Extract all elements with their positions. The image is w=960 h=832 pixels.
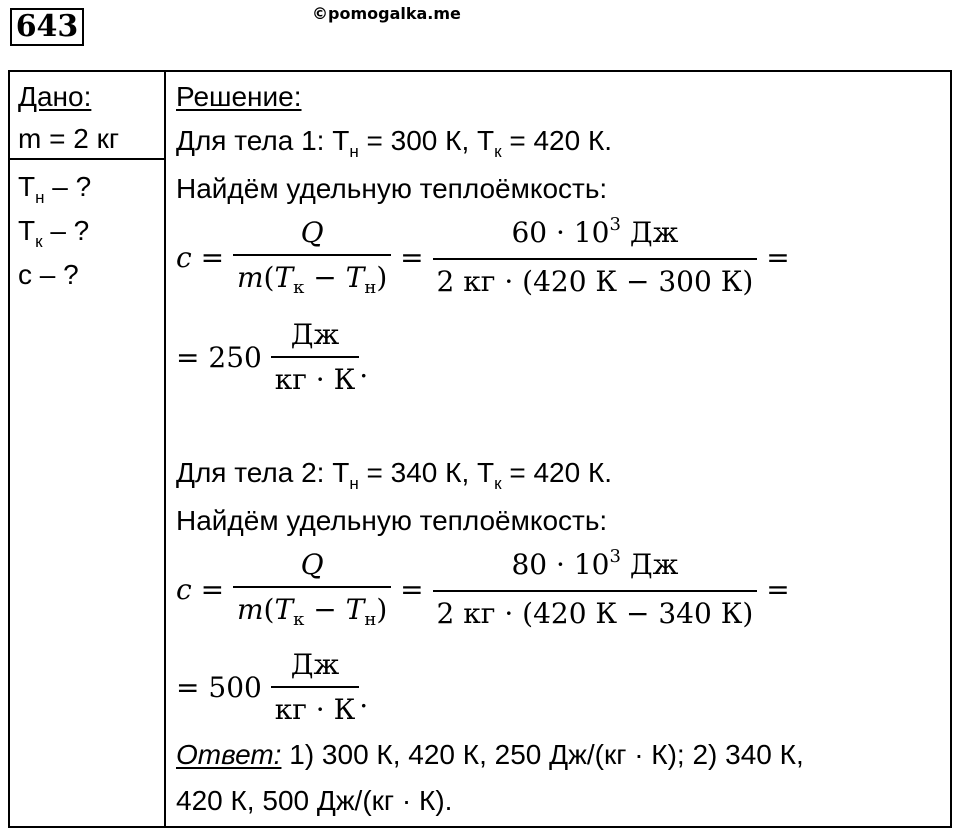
given-divider: [8, 158, 166, 160]
given-mass: m = 2 кг: [18, 123, 120, 154]
body2-find-c: Найдём удельную теплоёмкость:: [176, 505, 608, 536]
formula-fraction: $\frac{Q}{m(T_к - T_н)}$: [233, 216, 391, 299]
body1-formula: c = $\frac{Q}{m(T_к - T_н)}$ = $\frac{60 \cdot 10^3 Дж}{2 кг \cdot (420 К - 300 К)}$ =: [176, 214, 790, 298]
answer-line-1: Ответ: 1) 300 К, 420 К, 250 Дж/(кг · К); 2) 340 К,: [176, 739, 804, 770]
watermark: ©pomogalka.me: [312, 4, 461, 23]
column-divider: [164, 70, 166, 828]
body1-result: = 250 $\frac{Дж}{кг \cdot К}$ .: [176, 318, 369, 396]
body1-find-c: Найдём удельную теплоёмкость:: [176, 173, 608, 204]
c-symbol: c: [176, 240, 192, 274]
body2-result: = 500 $\frac{Дж}{кг \cdot К}$ .: [176, 648, 369, 726]
answer-label: Ответ:: [176, 739, 282, 770]
body2-temps: Для тела 2: $T_н = 340$ К, $T_к = 420$ К.: [176, 457, 613, 493]
find-c: c – ?: [18, 259, 79, 290]
units-fraction: $\frac{Дж}{кг \cdot К}$: [271, 318, 360, 397]
solution-header: Решение:: [176, 81, 302, 112]
problem-number: 643: [10, 8, 84, 46]
answer-line-2: 420 К, 500 Дж/(кг · К).: [176, 785, 453, 816]
values-fraction-2: $\frac{80 \cdot 10^3 Дж}{2 кг \cdot (420 К - 340 К)}$: [433, 548, 758, 631]
values-fraction: $\frac{60 \cdot 10^3 Дж}{2 кг \cdot (420 К - 300 К)}$: [433, 216, 758, 299]
given-header: Дано:: [18, 81, 92, 112]
body2-formula: c = $\frac{Q}{m(T_к - T_н)}$ = $\frac{80 \cdot 10^3 Дж}{2 кг \cdot (420 К - 340 К)}$ =: [176, 546, 790, 630]
find-tn: $T_н$ – ?: [18, 171, 92, 207]
body1-temps: Для тела 1: $T_н = 300$ К, $T_к = 420$ К.: [176, 125, 613, 161]
units-fraction-2: $\frac{Дж}{кг \cdot К}$: [271, 648, 360, 727]
formula-fraction-2: $\frac{Q}{m(T_к - T_н)}$: [233, 548, 391, 631]
find-tk: $T_к$ – ?: [18, 215, 90, 251]
